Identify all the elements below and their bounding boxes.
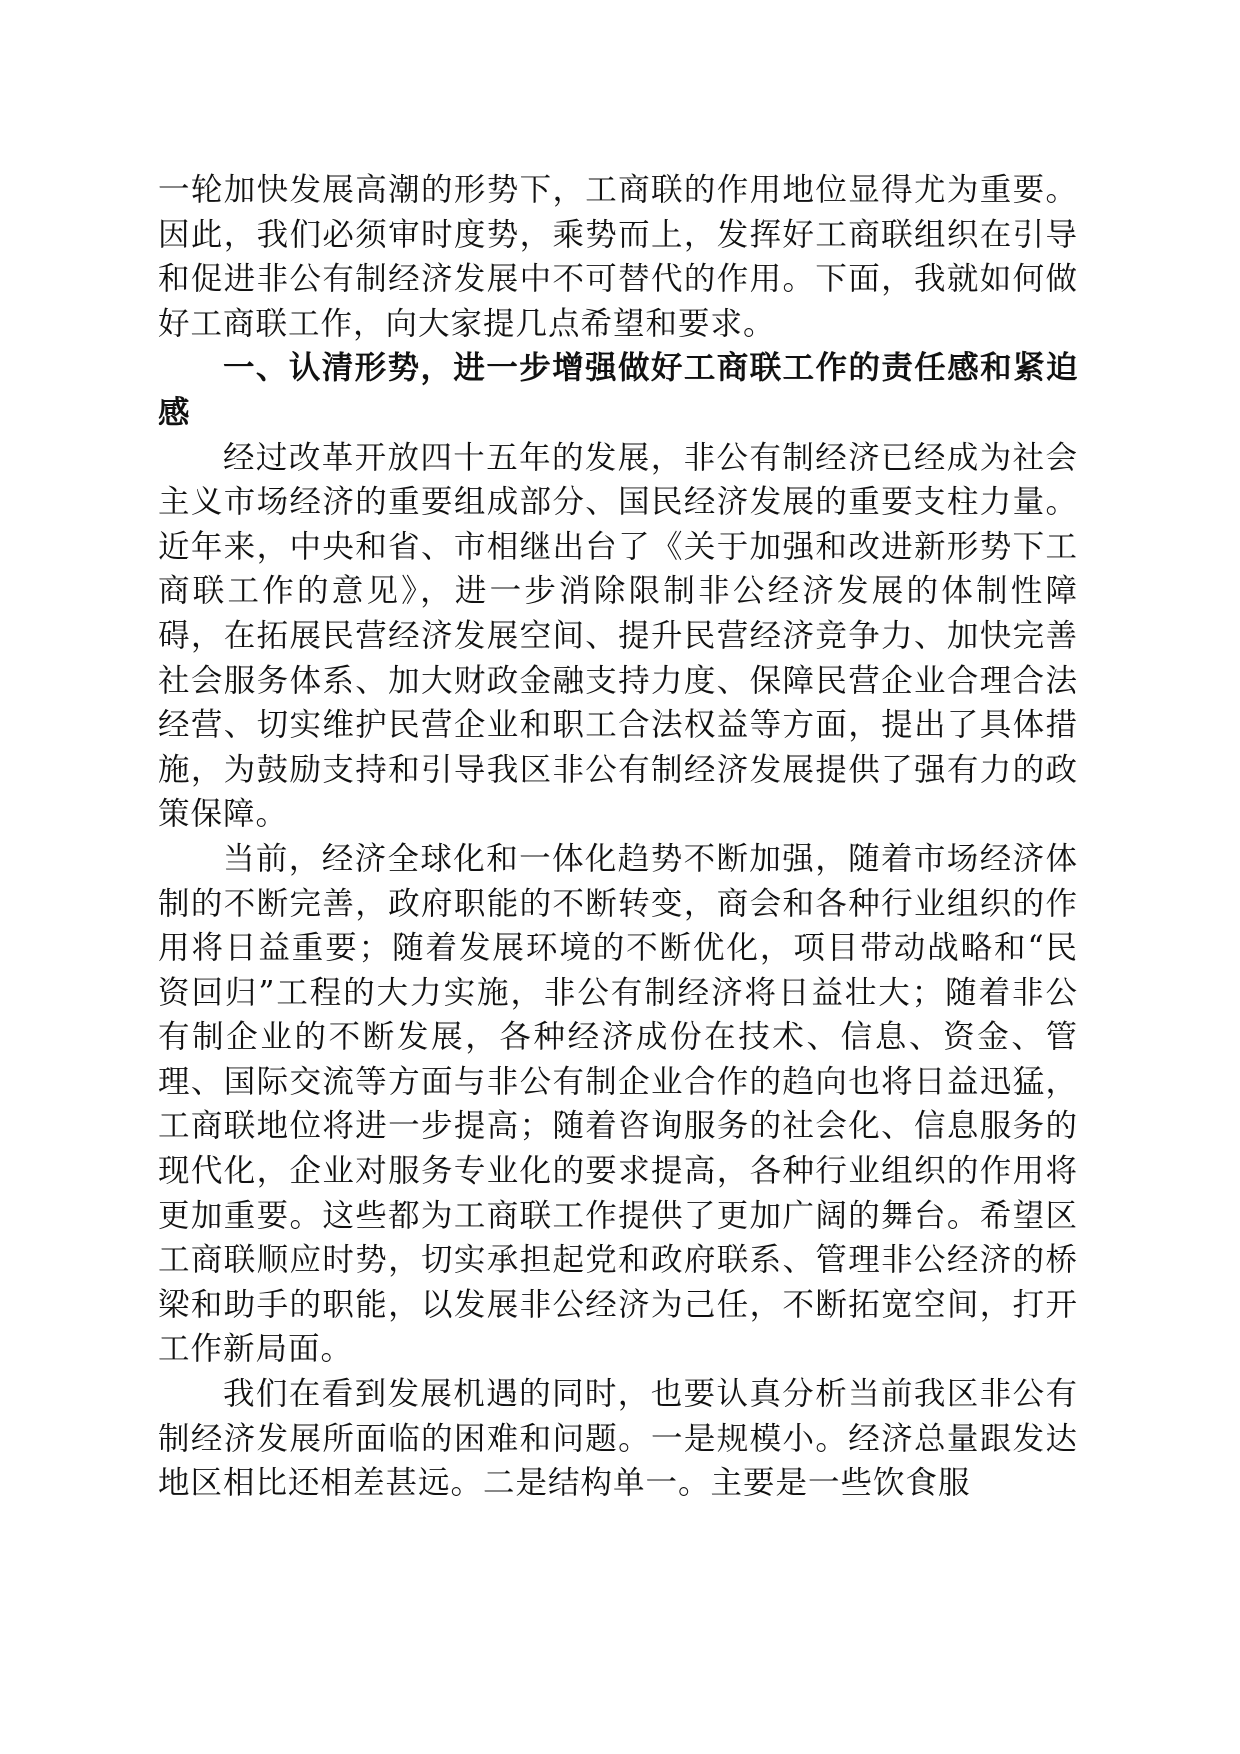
paragraph: 当前，经济全球化和一体化趋势不断加强，随着市场经济体制的不断完善，政府职能的不断转变，商会和各种行业组织的作用将日益重要；随着发展环境的不断优化，项目带动战略和“民资回归”工程的大力实施，非公有制经济将日益壮大；随着非公有制企业的不断发展，各种经济成份在技术、信息、资金、管理、国际交流等方面与非公有制企业合作的趋向也将日益迅猛，工商联地位将进一步提高；随着咨询服务的社会化、信息服务的现代化，企业对服务专业化的要求提高，各种行业组织的作用将更加重要。这些都为工商联工作提供了更加广阔的舞台。希望区工商联顺应时势，切实承担起党和政府联系、管理非公经济的桥梁和助手的职能，以发展非公经济为己任，不断拓宽空间，打开工作新局面。 bbox=[158, 840, 1078, 1368]
document-body bbox=[158, 168, 1078, 1506]
section-heading: 一、认清形势，进一步增强做好工商联工作的责任感和紧迫感 bbox=[158, 350, 1078, 431]
paragraph: 我们在看到发展机遇的同时，也要认真分析当前我区非公有制经济发展所面临的困难和问题。一是规模小。经济总量跟发达地区相比还相差甚远。二是结构单一。主要是一些饮食服 bbox=[158, 1376, 1078, 1502]
paragraph-continuation: 一轮加快发展高潮的形势下，工商联的作用地位显得尤为重要。因此，我们必须审时度势，乘势而上，发挥好工商联组织在引导和促进非公有制经济发展中不可替代的作用。下面，我就如何做好工商联工作，向大家提几点希望和要求。 bbox=[158, 172, 1078, 342]
paragraph: 经过改革开放四十五年的发展，非公有制经济已经成为社会主义市场经济的重要组成部分、国民经济发展的重要支柱力量。近年来，中央和省、市相继出台了《关于加强和改进新形势下工商联工作的意见》，进一步消除限制非公经济发展的体制性障碍，在拓展民营经济发展空间、提升民营经济竞争力、加快完善社会服务体系、加大财政金融支持力度、保障民营企业合理合法经营、切实维护民营企业和职工合法权益等方面，提出了具体措施，为鼓励支持和引导我区非公有制经济发展提供了强有力的政策保障。 bbox=[158, 439, 1078, 833]
